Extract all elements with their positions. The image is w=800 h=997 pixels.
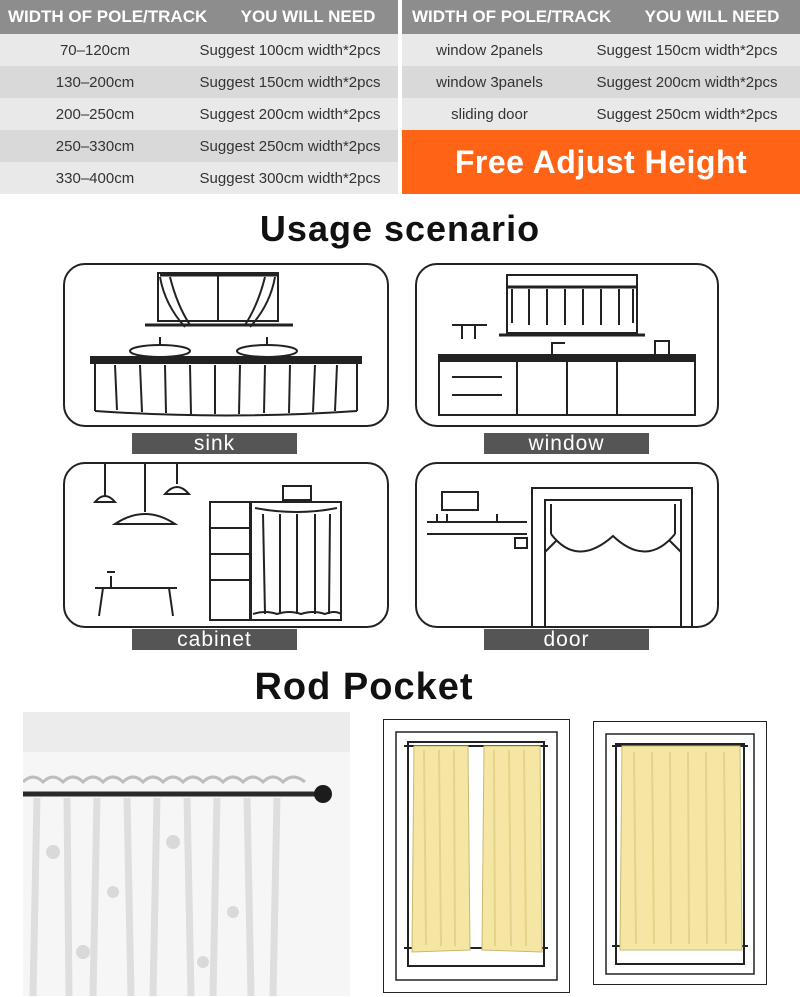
need-cell: Suggest 200cm width*2pcs	[596, 73, 778, 91]
right-table-header	[402, 0, 800, 34]
single-panel-window-diagram	[593, 721, 767, 985]
width-cell: 130–200cm	[55, 73, 135, 91]
sheer-curtain-illustration	[23, 712, 350, 996]
need-cell: Suggest 150cm width*2pcs	[199, 73, 381, 91]
sink-label: sink	[132, 433, 297, 454]
two-panel-window-diagram	[383, 719, 570, 993]
width-cell: window 2panels	[436, 41, 543, 59]
table-row	[0, 66, 398, 98]
window-illustration	[417, 265, 717, 425]
cabinet-scene-card	[63, 462, 389, 628]
window-label: window	[484, 433, 649, 454]
right-size-table	[402, 0, 800, 130]
need-cell: Suggest 150cm width*2pcs	[596, 41, 778, 59]
width-cell: 200–250cm	[55, 105, 135, 123]
width-cell: 330–400cm	[55, 169, 135, 187]
sink-illustration	[65, 265, 387, 425]
need-cell: Suggest 100cm width*2pcs	[199, 41, 381, 59]
usage-scenario-title: Usage scenario	[259, 208, 541, 249]
table-row	[402, 66, 800, 98]
left-table-header	[0, 0, 398, 34]
table-row	[402, 98, 800, 130]
width-cell: window 3panels	[436, 73, 543, 91]
left-header-col2: YOU WILL NEED	[240, 7, 376, 26]
right-header-col2: YOU WILL NEED	[644, 7, 780, 26]
door-scene-card	[415, 462, 719, 628]
rod-pocket-photo	[23, 712, 350, 996]
table-row	[0, 130, 398, 162]
free-adjust-height-banner: Free Adjust Height	[402, 130, 800, 194]
left-size-table	[0, 0, 398, 194]
table-row	[0, 98, 398, 130]
need-cell: Suggest 300cm width*2pcs	[199, 169, 381, 187]
cabinet-label: cabinet	[132, 629, 297, 650]
width-cell: 70–120cm	[59, 41, 131, 59]
door-illustration	[417, 464, 717, 626]
need-cell: Suggest 250cm width*2pcs	[596, 105, 778, 123]
single-panel-curtain-illustration	[594, 722, 766, 984]
table-row	[402, 34, 800, 66]
sink-scene-card	[63, 263, 389, 427]
width-cell: sliding door	[451, 105, 528, 123]
right-header-col1: WIDTH OF POLE/TRACK	[412, 7, 612, 26]
left-header-col1: WIDTH OF POLE/TRACK	[8, 7, 208, 26]
width-cell: 250–330cm	[55, 137, 135, 155]
table-row	[0, 162, 398, 194]
window-scene-card	[415, 263, 719, 427]
table-row	[0, 34, 398, 66]
two-panel-curtain-illustration	[384, 720, 569, 992]
need-cell: Suggest 200cm width*2pcs	[199, 105, 381, 123]
need-cell: Suggest 250cm width*2pcs	[199, 137, 381, 155]
rod-pocket-title: Rod Pocket	[254, 666, 474, 708]
cabinet-illustration	[65, 464, 387, 626]
door-label: door	[484, 629, 649, 650]
